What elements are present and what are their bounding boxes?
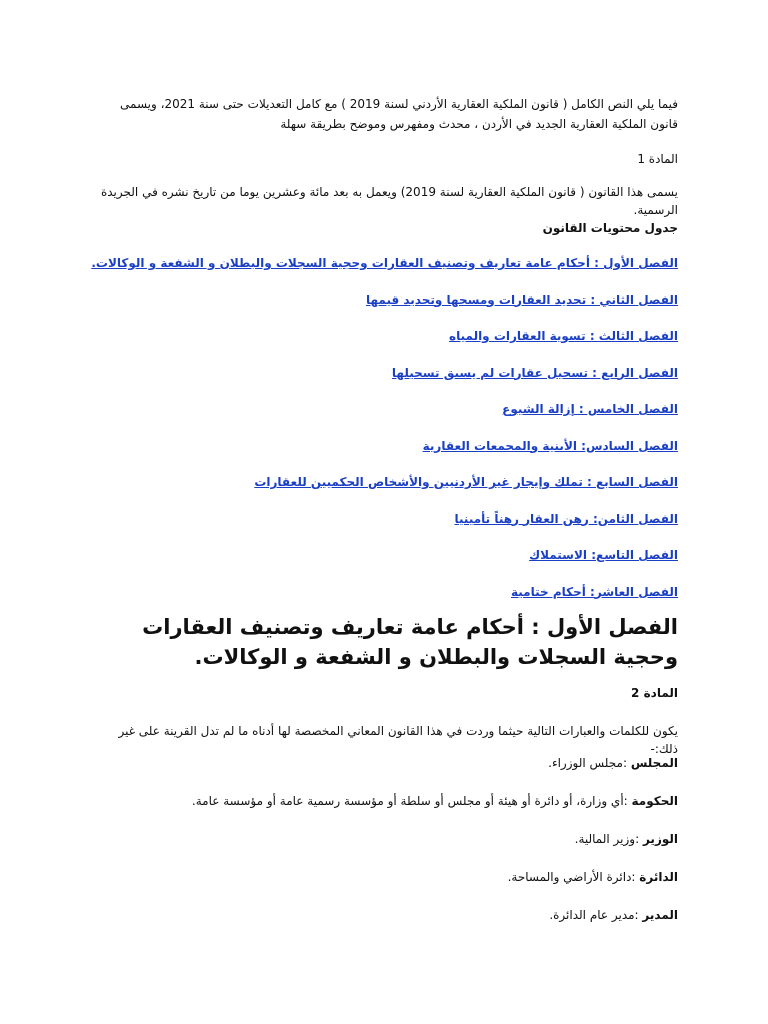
toc-item <box>90 439 678 476</box>
toc-item <box>90 366 678 403</box>
article-2-text: يكون للكلمات والعبارات التالية حيثما وردت في هذا القانون المعاني المخصصة لها أدناه ما لم تدل القرينة على غير ذلك:- <box>118 724 678 756</box>
toc-item <box>90 475 678 512</box>
definition-item <box>90 908 678 946</box>
definition-text: :مدير عام الدائرة. <box>549 908 643 922</box>
toc-title: جدول محتويات القانون <box>542 221 678 235</box>
toc-item <box>90 256 678 293</box>
article-1-text: يسمى هذا القانون ( قانون الملكية العقارية لسنة 2019) ويعمل به بعد مائة وعشرين يوما من تاريخ نشره في الجريدة الرسمية. <box>100 185 678 217</box>
definition-text: :مجلس الوزراء. <box>548 756 631 770</box>
definition-item <box>90 832 678 870</box>
toc-item <box>90 293 678 330</box>
toc-item <box>90 512 678 549</box>
definition-term: المجلس <box>630 756 678 770</box>
toc-list <box>90 256 678 621</box>
definition-item <box>90 870 678 908</box>
toc-item <box>90 402 678 439</box>
toc-link-chapter-1[interactable]: الفصل الأول : أحكام عامة تعاريف وتصنيف العقارات وحجية السجلات والبطلان و الشفعة و الوكالات. <box>91 256 678 270</box>
intro-paragraph: فيما يلي النص الكامل ( قانون الملكية العقارية الأردني لسنة 2019 ) مع كامل التعديلات حتى سنة 2021، ويسمى قانون الملكية العقارية الجديد في الأردن ، محدث ومفهرس وموضح بطريقة سهلة <box>120 97 678 131</box>
toc-link-chapter-6[interactable]: الفصل السادس: الأبنية والمجمعات العقارية <box>422 438 678 453</box>
definition-item <box>90 794 678 832</box>
chapter-1-heading: الفصل الأول : أحكام عامة تعاريف وتصنيف العقارات وحجية السجلات والبطلان و الشفعة و الوكالات. <box>142 615 678 669</box>
definition-term: الوزير <box>642 832 678 846</box>
toc-link-chapter-2[interactable]: الفصل الثاني : تحديد العقارات ومسحها وتحديد قيمها <box>365 292 678 307</box>
toc-link-chapter-8[interactable]: الفصل الثامن: رهن العقار رهناً تأمينيا <box>454 511 678 526</box>
definition-item <box>90 756 678 794</box>
definition-text: :دائرة الأراضي والمساحة. <box>507 870 640 884</box>
definition-term: المدير <box>642 908 678 922</box>
definition-text: :أي وزارة، أو دائرة أو هيئة أو مجلس أو سلطة أو مؤسسة رسمية عامة أو مؤسسة عامة. <box>191 794 632 808</box>
definitions-list <box>90 756 678 946</box>
toc-item <box>90 548 678 585</box>
toc-item <box>90 329 678 366</box>
article-2-label: المادة 2 <box>631 686 678 700</box>
toc-link-chapter-7[interactable]: الفصل السابع : تملك وإيجار غير الأردنيين والأشخاص الحكميين للعقارات <box>254 475 678 489</box>
toc-link-chapter-5[interactable]: الفصل الخامس : إزالة الشيوع <box>502 402 678 416</box>
definition-text: :وزير المالية. <box>574 832 643 846</box>
toc-link-chapter-9[interactable]: الفصل التاسع: الاستملاك <box>529 548 678 562</box>
toc-link-chapter-3[interactable]: الفصل الثالث : تسوية العقارات والمياه <box>449 329 678 343</box>
definition-term: الحكومة <box>631 794 678 808</box>
toc-link-chapter-4[interactable]: الفصل الرابع : تسجيل عقارات لم يسبق تسجيلها <box>391 365 678 380</box>
article-1-label: المادة 1 <box>637 152 678 166</box>
toc-link-chapter-10[interactable]: الفصل العاشر: أحكام ختامية <box>511 584 678 599</box>
definition-term: الدائرة <box>639 870 678 884</box>
